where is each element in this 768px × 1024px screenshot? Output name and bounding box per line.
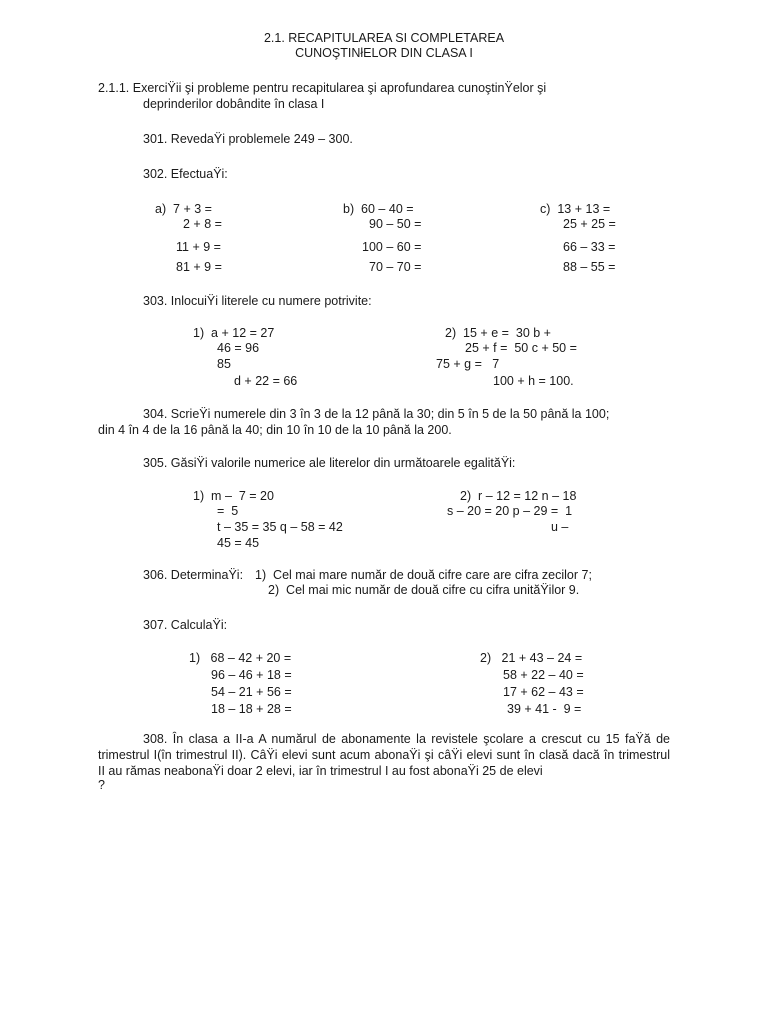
equation: 2) r – 12 = 12 n – 18	[460, 489, 577, 503]
expression: a) 7 + 3 =	[155, 202, 212, 216]
expression: 88 – 55 =	[563, 260, 616, 274]
section-heading-line-2: deprinderilor dobândite în clasa I	[143, 97, 325, 111]
exercise-308-line-3: II au rămas neabonaŸi doar 2 elevi, iar în trimestrul I au fost abonaŸi 25 de elevi	[98, 764, 543, 778]
expression: 17 + 62 – 43 =	[503, 685, 584, 699]
expression: 2 + 8 =	[183, 217, 222, 231]
equation: = 5	[217, 504, 239, 518]
exercise-306-item-1: 1) Cel mai mare număr de două cifre care are cifra zecilor 7;	[255, 568, 592, 582]
exercise-306-label: 306. DeterminaŸi:	[143, 568, 244, 582]
expression: 70 – 70 =	[369, 260, 422, 274]
expression: 1) 68 – 42 + 20 =	[189, 651, 292, 665]
expression: 100 – 60 =	[362, 240, 422, 254]
equation: 25 + f = 50 c + 50 =	[465, 341, 577, 355]
equation: d + 22 = 66	[234, 374, 298, 388]
expression: 54 – 21 + 56 =	[211, 685, 292, 699]
expression: 66 – 33 =	[563, 240, 616, 254]
equation: 45 = 45	[217, 536, 260, 550]
expression: 25 + 25 =	[563, 217, 616, 231]
equation: s – 20 = 20 p – 29 = 1	[447, 504, 573, 518]
expression: 39 + 41 - 9 =	[507, 702, 582, 716]
exercise-305-header: 305. GăsiŸi valorile numerice ale literelor din următoarele egalităŸi:	[143, 456, 516, 470]
exercise-302-header: 302. EfectuaŸi:	[143, 167, 228, 181]
equation: 2) 15 + e = 30 b +	[445, 326, 551, 340]
expression: b) 60 – 40 =	[343, 202, 414, 216]
expression: c) 13 + 13 =	[540, 202, 611, 216]
exercise-308-line-1: 308. În clasa a II-a A numărul de abonamente la revistele şcolare a crescut cu 15 faŸă de	[143, 732, 670, 746]
equation: 46 = 96	[217, 341, 260, 355]
equation: 85	[217, 357, 231, 371]
expression: 11 + 9 =	[176, 240, 221, 254]
exercise-307-header: 307. CalculaŸi:	[143, 618, 228, 632]
exercise-308-line-2: trimestrul I(în trimestrul II). CâŸi elevi sunt acum abonaŸi şi câŸi elevi sunt în clasă dacă în trimestrul	[98, 748, 670, 762]
expression: 81 + 9 =	[176, 260, 222, 274]
exercise-301: 301. RevedaŸi problemele 249 – 300.	[143, 132, 353, 146]
equation: 1) m – 7 = 20	[193, 489, 274, 503]
expression: 96 – 46 + 18 =	[211, 668, 292, 682]
expression: 90 – 50 =	[369, 217, 422, 231]
equation: u –	[551, 520, 569, 534]
expression: 2) 21 + 43 – 24 =	[480, 651, 583, 665]
exercise-308-line-4: ?	[98, 778, 105, 792]
exercise-304-line-1: 304. ScrieŸi numerele din 3 în 3 de la 12 până la 30; din 5 în 5 de la 50 până la 100;	[143, 407, 610, 421]
title-line-2: CUNOŞTINłELOR DIN CLASA I	[295, 46, 473, 60]
expression: 18 – 18 + 28 =	[211, 702, 292, 716]
exercise-306-item-2: 2) Cel mai mic număr de două cifre cu cifra unităŸilor 9.	[268, 583, 580, 597]
equation: 100 + h = 100.	[493, 374, 574, 388]
exercise-303-header: 303. InlocuiŸi literele cu numere potrivite:	[143, 294, 372, 308]
exercise-304-line-2: din 4 în 4 de la 16 până la 40; din 10 în 10 de la 10 până la 200.	[98, 423, 452, 437]
equation: t – 35 = 35 q – 58 = 42	[217, 520, 343, 534]
expression: 58 + 22 – 40 =	[503, 668, 584, 682]
title-line-1: 2.1. RECAPITULAREA SI COMPLETAREA	[263, 31, 505, 45]
section-heading-line-1: 2.1.1. ExerciŸii şi probleme pentru recapitularea şi aprofundarea cunoştinŸelor şi	[98, 81, 547, 95]
equation: 1) a + 12 = 27	[193, 326, 275, 340]
equation: 75 + g = 7	[436, 357, 500, 371]
